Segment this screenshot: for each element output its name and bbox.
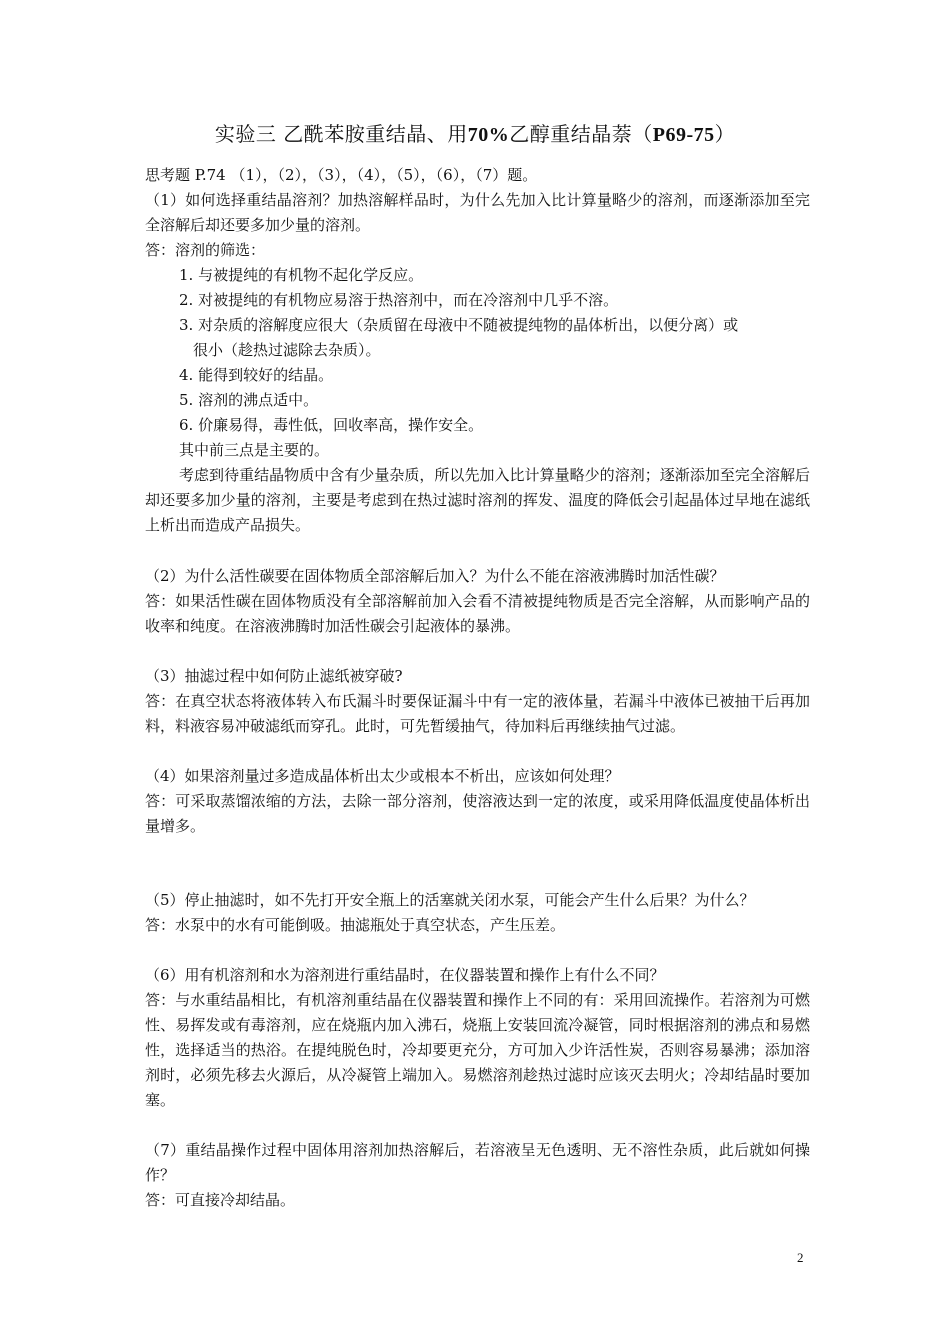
criteria-item: 4. 能得到较好的结晶。 [179, 366, 334, 384]
title-prefix: 实验三 乙酰苯胺重结晶、用 [214, 122, 468, 146]
title-percent: 70% [467, 124, 510, 146]
question-4-section [145, 764, 810, 839]
question-5: （5）停止抽滤时，如不先打开安全瓶上的活塞就关闭水泵，可能会产生什么后果？为什么？ [145, 891, 755, 909]
criteria-note: 其中前三点是主要的。 [179, 441, 330, 459]
criteria-item: 3. 对杂质的溶解度应很大（杂质留在母液中不随被提纯物的晶体析出，以便分离）或 [179, 316, 739, 334]
question-7: （7）重结晶操作过程中固体用溶剂加热溶解后，若溶液呈无色透明、无不溶性杂质，此后就如何操作？ [145, 1141, 810, 1184]
answer-5: 答：水泵中的水有可能倒吸。抽滤瓶处于真空状态，产生压差。 [145, 916, 566, 934]
answer-1-label: 答：溶剂的筛选： [145, 241, 266, 259]
title-suffix: ） [714, 122, 736, 146]
title-middle: 乙醇重结晶萘（ [509, 122, 653, 146]
criteria-item: 5. 溶剂的沸点适中。 [179, 391, 319, 409]
question-1-section [145, 163, 810, 538]
question-3: （3）抽滤过程中如何防止滤纸被穿破? [145, 667, 403, 685]
answer-3: 答：在真空状态将液体转入布氏漏斗时要保证漏斗中有一定的液体量，若漏斗中液体已被抽干后再加料，料液容易冲破滤纸而穿孔。此时，可先暂缓抽气，待加料后再继续抽气过滤。 [145, 692, 810, 735]
answer-2: 答：如果活性碳在固体物质没有全部溶解前加入会看不清被提纯物质是否完全溶解，从而影响产品的收率和纯度。在溶液沸腾时加活性碳会引起液体的暴沸。 [145, 592, 810, 635]
page-number: 2 [797, 1250, 804, 1265]
criteria-item: 2. 对被提纯的有机物应易溶于热溶剂中，而在冷溶剂中几乎不溶。 [179, 291, 619, 309]
title-pages: P69-75 [652, 124, 715, 146]
question-5-section [145, 888, 810, 938]
answer-4: 答：可采取蒸馏浓缩的方法，去除一部分溶剂，使溶液达到一定的浓度，或采用降低温度使晶体析出量增多。 [145, 792, 810, 835]
question-3-section [145, 664, 810, 739]
answer-6: 答：与水重结晶相比，有机溶剂重结晶在仪器装置和操作上不同的有：采用回流操作。若溶剂为可燃性、易挥发或有毒溶剂，应在烧瓶内加入沸石，烧瓶上安装回流冷凝管，同时根据溶剂的沸点和易燃性，选择适当的热浴。在提纯脱色时，冷却要更充分，方可加入少许活性炭，否则容易暴沸；添加溶剂时，必须先移去火源后，从冷凝管上端加入。易燃溶剂趁热过滤时应该灭去明火；冷却结晶时要加塞。 [145, 991, 810, 1109]
question-2-section [145, 564, 810, 639]
page-title [0, 120, 950, 149]
answer-7: 答：可直接冷却结晶。 [145, 1191, 296, 1209]
criteria-item: 6. 价廉易得，毒性低，回收率高，操作安全。 [179, 416, 484, 434]
question-2: （2）为什么活性碳要在固体物质全部溶解后加入？为什么不能在溶液沸腾时加活性碳？ [145, 567, 725, 585]
answer-1-explanation: 考虑到待重结晶物质中含有少量杂质，所以先加入比计算量略少的溶剂；逐渐添加至完全溶解后却还要多加少量的溶剂，主要是考虑到在热过滤时溶剂的挥发、温度的降低会引起晶体过早地在滤纸上析出而造成产品损失。 [145, 466, 810, 534]
question-6-section [145, 963, 810, 1113]
criteria-item: 1. 与被提纯的有机物不起化学反应。 [179, 266, 424, 284]
criteria-item-continued: 很小（趁热过滤除去杂质）。 [193, 341, 381, 359]
question-6: （6）用有机溶剂和水为溶剂进行重结晶时，在仪器装置和操作上有什么不同？ [145, 966, 665, 984]
question-7-section [145, 1138, 810, 1213]
question-4: （4）如果溶剂量过多造成晶体析出太少或根本不析出，应该如何处理？ [145, 767, 620, 785]
intro-line: 思考题 P.74 （1），（2），（3），（4），（5），（6），（7）题。 [145, 166, 538, 184]
question-1: （1）如何选择重结晶溶剂？加热溶解样品时，为什么先加入比计算量略少的溶剂，而逐渐添加至完全溶解后却还要多加少量的溶剂。 [145, 191, 810, 234]
